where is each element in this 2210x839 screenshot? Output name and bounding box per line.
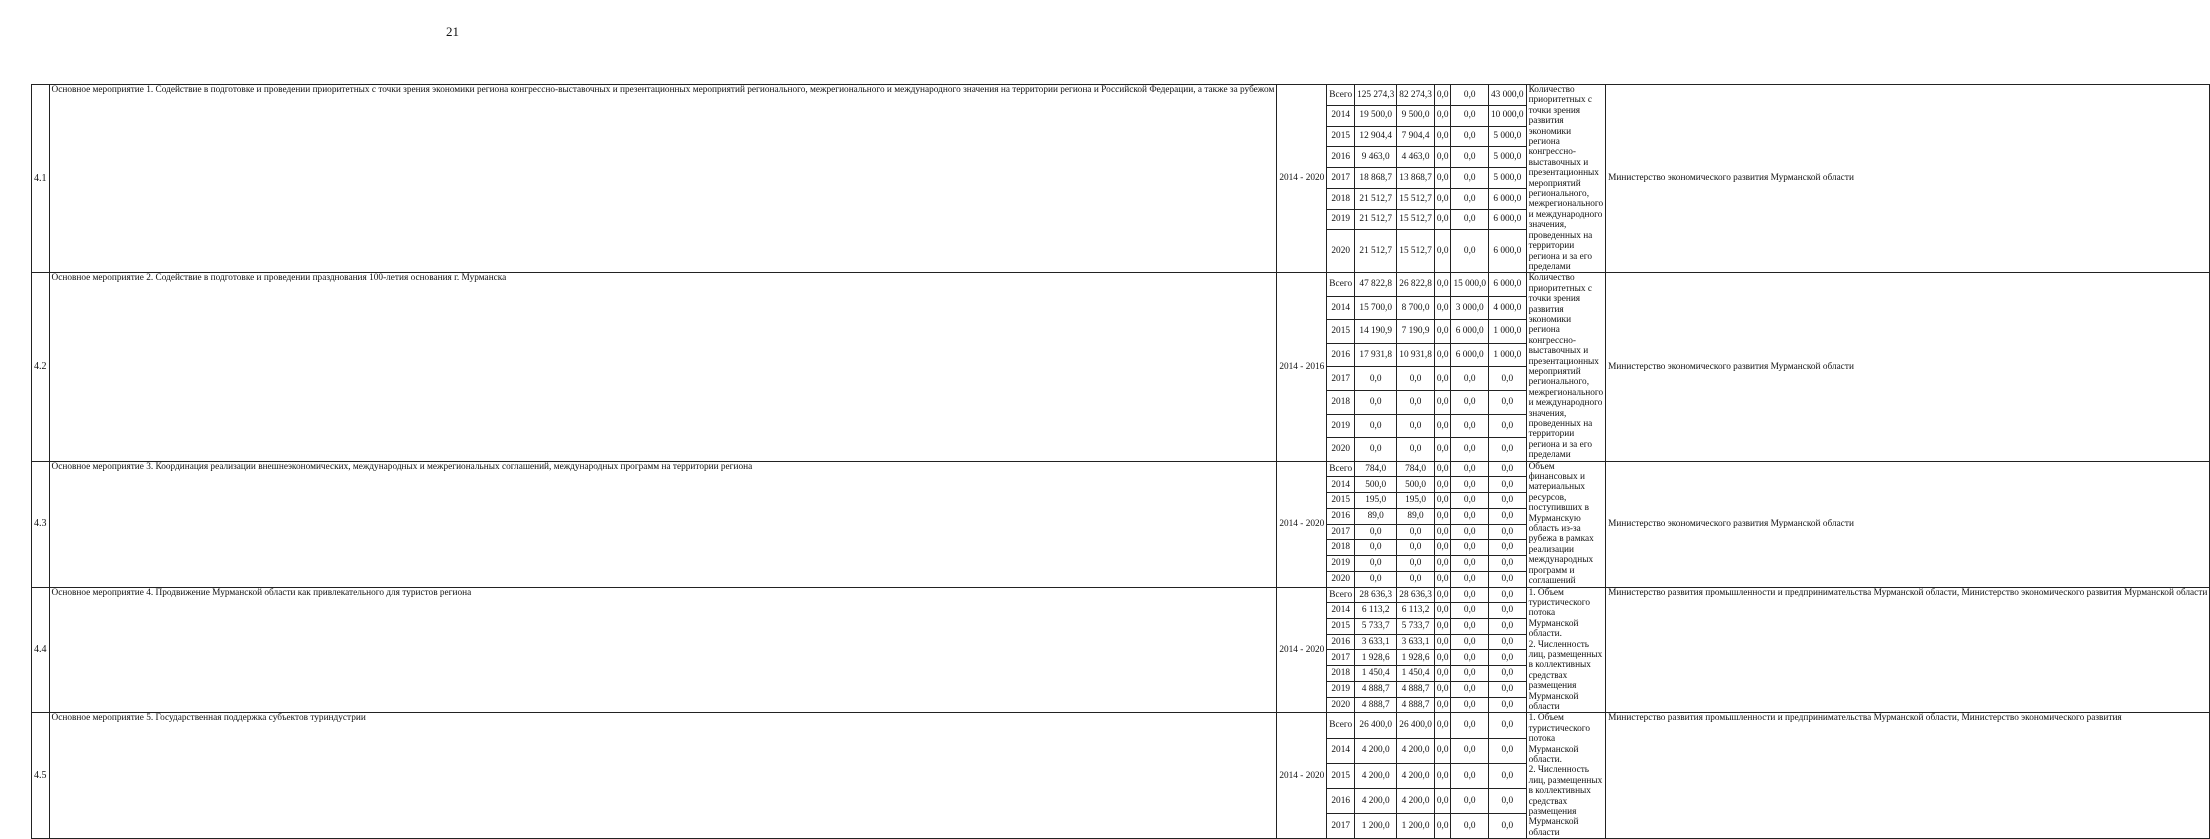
funding-cell: 0,0 bbox=[1451, 788, 1489, 813]
funding-cell: 0,0 bbox=[1451, 697, 1489, 713]
table-row bbox=[32, 587, 2210, 603]
funding-cell: 0,0 bbox=[1451, 556, 1489, 572]
funding-cell: 28 636,3 bbox=[1397, 587, 1435, 603]
executor-cell: Министерство развития промышленности и предпринимательства Мурманской области, Министерство экономического развития Мурманской области bbox=[1606, 587, 2210, 713]
funding-cell: 0,0 bbox=[1397, 367, 1435, 391]
funding-cell: 0,0 bbox=[1489, 390, 1527, 414]
funding-cell: 0,0 bbox=[1451, 540, 1489, 556]
year-cell: 2020 bbox=[1327, 230, 1355, 273]
funding-cell: 0,0 bbox=[1451, 508, 1489, 524]
year-cell: Всего bbox=[1327, 85, 1355, 106]
funding-cell: 0,0 bbox=[1489, 814, 1527, 839]
funding-cell: 1 200,0 bbox=[1397, 814, 1435, 839]
funding-cell: 0,0 bbox=[1434, 697, 1451, 713]
funding-cell: 0,0 bbox=[1397, 556, 1435, 572]
funding-cell: 0,0 bbox=[1355, 390, 1397, 414]
funding-cell: 0,0 bbox=[1397, 414, 1435, 438]
funding-cell: 0,0 bbox=[1434, 209, 1451, 230]
year-cell: 2016 bbox=[1327, 788, 1355, 813]
funding-cell: 15 512,7 bbox=[1397, 209, 1435, 230]
funding-cell: 500,0 bbox=[1355, 477, 1397, 493]
funding-cell: 4 888,7 bbox=[1355, 681, 1397, 697]
funding-cell: 6 000,0 bbox=[1489, 209, 1527, 230]
year-cell: 2015 bbox=[1327, 618, 1355, 634]
funding-cell: 18 868,7 bbox=[1355, 168, 1397, 189]
year-cell: 2017 bbox=[1327, 650, 1355, 666]
funding-cell: 195,0 bbox=[1355, 493, 1397, 509]
funding-cell: 0,0 bbox=[1397, 390, 1435, 414]
activity-number: 4.2 bbox=[32, 273, 50, 461]
funding-cell: 0,0 bbox=[1434, 367, 1451, 391]
funding-cell: 0,0 bbox=[1489, 438, 1527, 462]
activity-period: 2014 - 2020 bbox=[1277, 587, 1327, 713]
funding-cell: 0,0 bbox=[1355, 524, 1397, 540]
activity-period: 2014 - 2020 bbox=[1277, 713, 1327, 839]
funding-cell: 500,0 bbox=[1397, 477, 1435, 493]
funding-cell: 89,0 bbox=[1355, 508, 1397, 524]
funding-cell: 1 928,6 bbox=[1397, 650, 1435, 666]
funding-cell: 0,0 bbox=[1451, 814, 1489, 839]
executor-cell: Министерство экономического развития Мурманской области bbox=[1606, 461, 2210, 587]
funding-cell: 0,0 bbox=[1451, 168, 1489, 189]
funding-cell: 7 190,9 bbox=[1397, 320, 1435, 344]
activity-period: 2014 - 2020 bbox=[1277, 85, 1327, 273]
year-cell: 2016 bbox=[1327, 147, 1355, 168]
funding-cell: 0,0 bbox=[1434, 540, 1451, 556]
funding-cell: 26 822,8 bbox=[1397, 273, 1435, 297]
funding-cell: 0,0 bbox=[1434, 493, 1451, 509]
funding-cell: 0,0 bbox=[1489, 587, 1527, 603]
funding-cell: 0,0 bbox=[1434, 634, 1451, 650]
funding-cell: 4 888,7 bbox=[1397, 681, 1435, 697]
activity-name: Основное мероприятие 2. Содействие в подготовке и проведении празднования 100-летия основания г. Мурманска bbox=[49, 273, 1277, 461]
funding-cell: 15 512,7 bbox=[1397, 188, 1435, 209]
funding-cell: 4 200,0 bbox=[1397, 763, 1435, 788]
funding-cell: 0,0 bbox=[1434, 230, 1451, 273]
funding-cell: 0,0 bbox=[1451, 461, 1489, 477]
funding-cell: 0,0 bbox=[1451, 493, 1489, 509]
year-cell: 2020 bbox=[1327, 438, 1355, 462]
funding-cell: 1 200,0 bbox=[1355, 814, 1397, 839]
funding-cell: 0,0 bbox=[1489, 556, 1527, 572]
year-cell: Всего bbox=[1327, 713, 1355, 738]
funding-cell: 0,0 bbox=[1489, 508, 1527, 524]
funding-cell: 0,0 bbox=[1355, 438, 1397, 462]
funding-cell: 784,0 bbox=[1355, 461, 1397, 477]
year-cell: Всего bbox=[1327, 461, 1355, 477]
funding-cell: 0,0 bbox=[1434, 477, 1451, 493]
funding-cell: 0,0 bbox=[1434, 168, 1451, 189]
year-cell: 2020 bbox=[1327, 571, 1355, 587]
year-cell: 2019 bbox=[1327, 414, 1355, 438]
year-cell: Всего bbox=[1327, 587, 1355, 603]
indicator-cell: Объем финансовых и материальных ресурсов, поступивших в Мурманскую область из-за рубежа в рамках реализации международных программ и соглашений bbox=[1526, 461, 1606, 587]
funding-cell: 0,0 bbox=[1451, 603, 1489, 619]
funding-cell: 0,0 bbox=[1434, 681, 1451, 697]
funding-cell: 125 274,3 bbox=[1355, 85, 1397, 106]
funding-cell: 0,0 bbox=[1451, 188, 1489, 209]
funding-cell: 0,0 bbox=[1451, 650, 1489, 666]
year-cell: 2016 bbox=[1327, 508, 1355, 524]
funding-cell: 0,0 bbox=[1451, 666, 1489, 682]
funding-cell: 0,0 bbox=[1451, 390, 1489, 414]
year-cell: 2018 bbox=[1327, 540, 1355, 556]
funding-cell: 0,0 bbox=[1489, 666, 1527, 682]
funding-cell: 1 928,6 bbox=[1355, 650, 1397, 666]
table-row bbox=[32, 713, 2210, 738]
funding-cell: 6 000,0 bbox=[1489, 188, 1527, 209]
funding-cell: 3 633,1 bbox=[1355, 634, 1397, 650]
funding-cell: 21 512,7 bbox=[1355, 188, 1397, 209]
year-cell: 2016 bbox=[1327, 343, 1355, 367]
funding-cell: 0,0 bbox=[1489, 540, 1527, 556]
funding-cell: 0,0 bbox=[1451, 209, 1489, 230]
year-cell: 2019 bbox=[1327, 681, 1355, 697]
funding-cell: 0,0 bbox=[1434, 763, 1451, 788]
program-activities-table bbox=[31, 84, 2210, 839]
activity-name: Основное мероприятие 5. Государственная поддержка субъектов туриндустрии bbox=[49, 713, 1277, 839]
funding-cell: 0,0 bbox=[1451, 618, 1489, 634]
funding-cell: 0,0 bbox=[1397, 571, 1435, 587]
funding-cell: 4 000,0 bbox=[1489, 296, 1527, 320]
funding-cell: 0,0 bbox=[1434, 524, 1451, 540]
funding-cell: 1 450,4 bbox=[1397, 666, 1435, 682]
funding-cell: 4 888,7 bbox=[1397, 697, 1435, 713]
table-row bbox=[32, 85, 2210, 106]
funding-cell: 0,0 bbox=[1451, 230, 1489, 273]
activity-period: 2014 - 2020 bbox=[1277, 461, 1327, 587]
activity-name: Основное мероприятие 4. Продвижение Мурманской области как привлекательного для туристов региона bbox=[49, 587, 1277, 713]
funding-cell: 4 200,0 bbox=[1397, 738, 1435, 763]
funding-cell: 26 400,0 bbox=[1397, 713, 1435, 738]
funding-cell: 4 200,0 bbox=[1355, 738, 1397, 763]
funding-cell: 1 000,0 bbox=[1489, 320, 1527, 344]
funding-cell: 0,0 bbox=[1489, 493, 1527, 509]
funding-cell: 0,0 bbox=[1434, 788, 1451, 813]
funding-cell: 0,0 bbox=[1489, 738, 1527, 763]
funding-cell: 0,0 bbox=[1451, 126, 1489, 147]
funding-cell: 0,0 bbox=[1434, 85, 1451, 106]
funding-cell: 0,0 bbox=[1355, 556, 1397, 572]
funding-cell: 0,0 bbox=[1434, 461, 1451, 477]
funding-cell: 0,0 bbox=[1451, 147, 1489, 168]
year-cell: 2014 bbox=[1327, 738, 1355, 763]
funding-cell: 1 450,4 bbox=[1355, 666, 1397, 682]
funding-cell: 6 000,0 bbox=[1489, 230, 1527, 273]
funding-cell: 0,0 bbox=[1434, 814, 1451, 839]
funding-cell: 9 463,0 bbox=[1355, 147, 1397, 168]
executor-cell: Министерство развития промышленности и предпринимательства Мурманской области, Министерство экономического развития bbox=[1606, 713, 2210, 839]
funding-cell: 0,0 bbox=[1355, 540, 1397, 556]
funding-cell: 0,0 bbox=[1434, 320, 1451, 344]
funding-cell: 9 500,0 bbox=[1397, 105, 1435, 126]
year-cell: 2017 bbox=[1327, 168, 1355, 189]
funding-cell: 0,0 bbox=[1451, 634, 1489, 650]
funding-cell: 7 904,4 bbox=[1397, 126, 1435, 147]
funding-cell: 5 000,0 bbox=[1489, 126, 1527, 147]
funding-cell: 0,0 bbox=[1489, 603, 1527, 619]
year-cell: 2015 bbox=[1327, 320, 1355, 344]
funding-cell: 4 200,0 bbox=[1397, 788, 1435, 813]
funding-cell: 0,0 bbox=[1489, 524, 1527, 540]
funding-cell: 0,0 bbox=[1434, 126, 1451, 147]
funding-cell: 195,0 bbox=[1397, 493, 1435, 509]
year-cell: 2020 bbox=[1327, 697, 1355, 713]
funding-cell: 0,0 bbox=[1434, 587, 1451, 603]
table-row bbox=[32, 461, 2210, 477]
funding-cell: 0,0 bbox=[1434, 438, 1451, 462]
funding-cell: 0,0 bbox=[1434, 188, 1451, 209]
year-cell: 2017 bbox=[1327, 524, 1355, 540]
funding-cell: 0,0 bbox=[1355, 367, 1397, 391]
funding-cell: 0,0 bbox=[1451, 414, 1489, 438]
funding-cell: 47 822,8 bbox=[1355, 273, 1397, 297]
indicator-cell: Количество приоритетных с точки зрения развития экономики региона конгрессно-выставочных и презентационных мероприятий регионального, межрегионального и международного значения, проведенных на территории региона и за его пределами bbox=[1526, 273, 1606, 461]
funding-cell: 17 931,8 bbox=[1355, 343, 1397, 367]
funding-cell: 0,0 bbox=[1489, 367, 1527, 391]
year-cell: 2014 bbox=[1327, 477, 1355, 493]
table-row bbox=[32, 273, 2210, 297]
year-cell: Всего bbox=[1327, 273, 1355, 297]
table-body bbox=[32, 85, 2210, 839]
funding-cell: 0,0 bbox=[1489, 477, 1527, 493]
funding-cell: 89,0 bbox=[1397, 508, 1435, 524]
funding-cell: 0,0 bbox=[1451, 367, 1489, 391]
year-cell: 2018 bbox=[1327, 188, 1355, 209]
funding-cell: 4 200,0 bbox=[1355, 763, 1397, 788]
funding-cell: 1 000,0 bbox=[1489, 343, 1527, 367]
funding-cell: 12 904,4 bbox=[1355, 126, 1397, 147]
funding-cell: 6 000,0 bbox=[1489, 273, 1527, 297]
funding-cell: 0,0 bbox=[1434, 147, 1451, 168]
executor-cell: Министерство экономического развития Мурманской области bbox=[1606, 273, 2210, 461]
funding-cell: 10 000,0 bbox=[1489, 105, 1527, 126]
funding-cell: 15 700,0 bbox=[1355, 296, 1397, 320]
activity-number: 4.3 bbox=[32, 461, 50, 587]
funding-cell: 10 931,8 bbox=[1397, 343, 1435, 367]
indicator-cell: Количество приоритетных с точки зрения развития экономики региона конгрессно-выставочных и презентационных мероприятий регионального, межрегионального и международного значения, проведенных на территории региона и за его пределами bbox=[1526, 85, 1606, 273]
funding-cell: 0,0 bbox=[1434, 343, 1451, 367]
funding-cell: 0,0 bbox=[1451, 85, 1489, 106]
funding-cell: 3 633,1 bbox=[1397, 634, 1435, 650]
indicator-cell: 1. Объем туристического потока Мурманской области. 2. Численность лиц, размещенных в коллективных средствах размещения Мурманской области bbox=[1526, 713, 1606, 839]
funding-cell: 0,0 bbox=[1451, 681, 1489, 697]
funding-cell: 0,0 bbox=[1451, 524, 1489, 540]
executor-cell: Министерство экономического развития Мурманской области bbox=[1606, 85, 2210, 273]
funding-cell: 0,0 bbox=[1489, 713, 1527, 738]
funding-cell: 6 113,2 bbox=[1397, 603, 1435, 619]
funding-cell: 21 512,7 bbox=[1355, 209, 1397, 230]
funding-cell: 5 733,7 bbox=[1355, 618, 1397, 634]
year-cell: 2016 bbox=[1327, 634, 1355, 650]
funding-cell: 0,0 bbox=[1434, 650, 1451, 666]
funding-cell: 0,0 bbox=[1434, 666, 1451, 682]
funding-cell: 0,0 bbox=[1434, 414, 1451, 438]
funding-cell: 0,0 bbox=[1489, 697, 1527, 713]
funding-cell: 0,0 bbox=[1434, 273, 1451, 297]
funding-cell: 0,0 bbox=[1434, 508, 1451, 524]
funding-cell: 43 000,0 bbox=[1489, 85, 1527, 106]
funding-cell: 0,0 bbox=[1451, 587, 1489, 603]
funding-cell: 0,0 bbox=[1489, 763, 1527, 788]
funding-cell: 4 463,0 bbox=[1397, 147, 1435, 168]
funding-cell: 0,0 bbox=[1489, 650, 1527, 666]
funding-cell: 6 000,0 bbox=[1451, 343, 1489, 367]
funding-cell: 0,0 bbox=[1434, 571, 1451, 587]
funding-cell: 15 000,0 bbox=[1451, 273, 1489, 297]
activity-number: 4.1 bbox=[32, 85, 50, 273]
funding-cell: 0,0 bbox=[1451, 571, 1489, 587]
funding-cell: 0,0 bbox=[1434, 603, 1451, 619]
funding-cell: 4 888,7 bbox=[1355, 697, 1397, 713]
funding-cell: 21 512,7 bbox=[1355, 230, 1397, 273]
funding-cell: 0,0 bbox=[1434, 556, 1451, 572]
year-cell: 2015 bbox=[1327, 126, 1355, 147]
indicator-cell: 1. Объем туристического потока Мурманской области. 2. Численность лиц, размещенных в коллективных средствах размещения Мурманской области bbox=[1526, 587, 1606, 713]
funding-cell: 19 500,0 bbox=[1355, 105, 1397, 126]
year-cell: 2014 bbox=[1327, 603, 1355, 619]
funding-cell: 0,0 bbox=[1489, 414, 1527, 438]
funding-cell: 0,0 bbox=[1489, 681, 1527, 697]
year-cell: 2017 bbox=[1327, 367, 1355, 391]
funding-cell: 13 868,7 bbox=[1397, 168, 1435, 189]
year-cell: 2019 bbox=[1327, 209, 1355, 230]
funding-cell: 0,0 bbox=[1434, 390, 1451, 414]
funding-cell: 0,0 bbox=[1397, 438, 1435, 462]
year-cell: 2015 bbox=[1327, 763, 1355, 788]
year-cell: 2019 bbox=[1327, 556, 1355, 572]
funding-cell: 0,0 bbox=[1489, 788, 1527, 813]
funding-cell: 5 733,7 bbox=[1397, 618, 1435, 634]
funding-cell: 28 636,3 bbox=[1355, 587, 1397, 603]
year-cell: 2015 bbox=[1327, 493, 1355, 509]
funding-cell: 0,0 bbox=[1451, 438, 1489, 462]
activity-name: Основное мероприятие 3. Координация реализации внешнеэкономических, международных и межрегиональных соглашений, международных программ на территории региона bbox=[49, 461, 1277, 587]
funding-cell: 0,0 bbox=[1434, 738, 1451, 763]
funding-cell: 15 512,7 bbox=[1397, 230, 1435, 273]
funding-cell: 0,0 bbox=[1451, 105, 1489, 126]
funding-cell: 5 000,0 bbox=[1489, 168, 1527, 189]
funding-cell: 0,0 bbox=[1397, 540, 1435, 556]
funding-cell: 4 200,0 bbox=[1355, 788, 1397, 813]
funding-cell: 6 113,2 bbox=[1355, 603, 1397, 619]
page-number: 21 bbox=[446, 24, 459, 39]
funding-cell: 0,0 bbox=[1489, 461, 1527, 477]
funding-cell: 0,0 bbox=[1434, 296, 1451, 320]
funding-cell: 82 274,3 bbox=[1397, 85, 1435, 106]
funding-cell: 0,0 bbox=[1434, 105, 1451, 126]
activity-period: 2014 - 2016 bbox=[1277, 273, 1327, 461]
activity-number: 4.4 bbox=[32, 587, 50, 713]
funding-cell: 0,0 bbox=[1397, 524, 1435, 540]
funding-cell: 0,0 bbox=[1451, 738, 1489, 763]
funding-cell: 0,0 bbox=[1489, 618, 1527, 634]
funding-cell: 14 190,9 bbox=[1355, 320, 1397, 344]
year-cell: 2017 bbox=[1327, 814, 1355, 839]
funding-cell: 26 400,0 bbox=[1355, 713, 1397, 738]
funding-cell: 3 000,0 bbox=[1451, 296, 1489, 320]
funding-cell: 0,0 bbox=[1489, 571, 1527, 587]
funding-cell: 784,0 bbox=[1397, 461, 1435, 477]
year-cell: 2014 bbox=[1327, 105, 1355, 126]
funding-cell: 0,0 bbox=[1489, 634, 1527, 650]
activity-name: Основное мероприятие 1. Содействие в подготовке и проведении приоритетных с точки зрения экономики региона конгрессно-выставочных и презентационных мероприятий регионального, межрегионального и международного значения на территории региона и Российской Федерации, а также за рубежом bbox=[49, 85, 1277, 273]
funding-cell: 0,0 bbox=[1355, 571, 1397, 587]
funding-cell: 5 000,0 bbox=[1489, 147, 1527, 168]
activity-number: 4.5 bbox=[32, 713, 50, 839]
year-cell: 2018 bbox=[1327, 666, 1355, 682]
funding-cell: 6 000,0 bbox=[1451, 320, 1489, 344]
funding-cell: 0,0 bbox=[1434, 618, 1451, 634]
funding-cell: 0,0 bbox=[1451, 713, 1489, 738]
funding-cell: 8 700,0 bbox=[1397, 296, 1435, 320]
funding-cell: 0,0 bbox=[1451, 763, 1489, 788]
funding-cell: 0,0 bbox=[1451, 477, 1489, 493]
funding-cell: 0,0 bbox=[1355, 414, 1397, 438]
funding-cell: 0,0 bbox=[1434, 713, 1451, 738]
year-cell: 2018 bbox=[1327, 390, 1355, 414]
year-cell: 2014 bbox=[1327, 296, 1355, 320]
